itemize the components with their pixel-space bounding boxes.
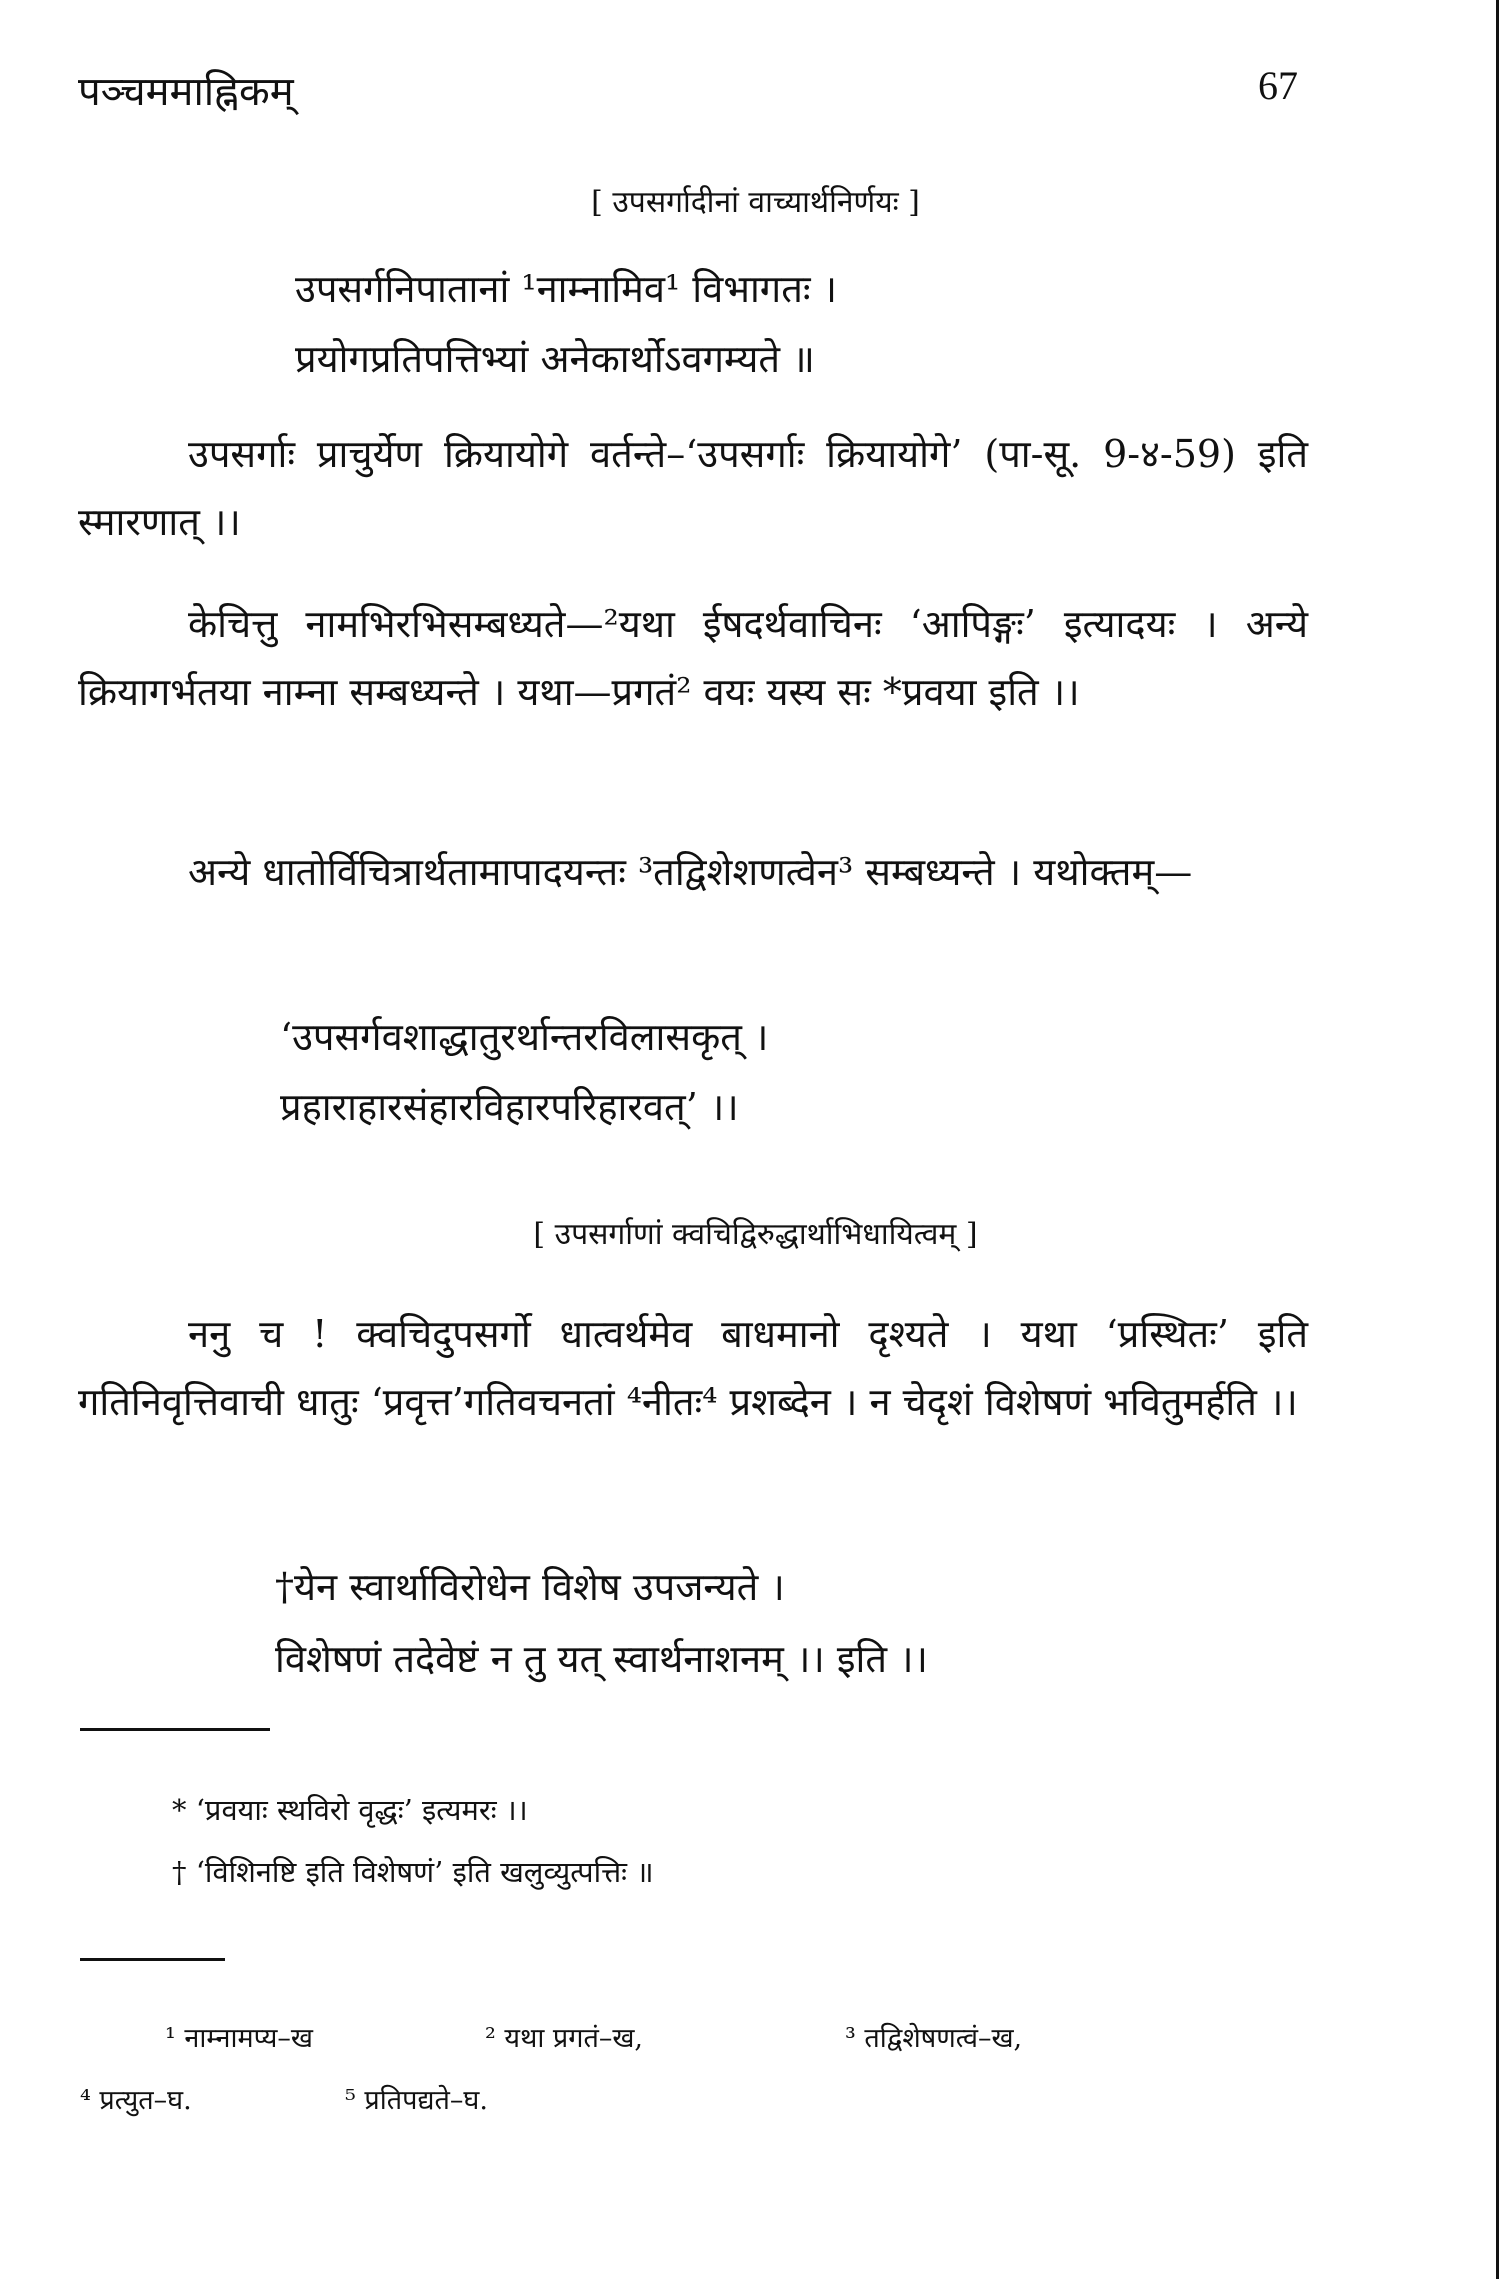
verse-2-line-2: प्रहाराहारसंहारविहारपरिहारवत्’ ।। bbox=[280, 1085, 739, 1129]
variant-reading-3: ³ तद्विशेषणत्वं–ख, bbox=[845, 2023, 1023, 2054]
variant-reading-5: ⁵ प्रतिपद्यते–घ. bbox=[345, 2085, 488, 2116]
paragraph-3: अन्ये धातोर्विचित्रार्थतामापादयन्तः ³तद्विशेशणत्वेन³ सम्बध्यन्ते । यथोक्तम्— bbox=[188, 850, 1193, 894]
footnote-rule bbox=[80, 1728, 270, 1731]
page-edge-line bbox=[1496, 0, 1499, 2279]
running-title: पञ्चममाह्निकम् bbox=[78, 69, 294, 115]
footnote-star: * ‘प्रवयाः स्थविरो वृद्धः’ इत्यमरः ।। bbox=[172, 1793, 528, 1827]
verse-1-line-2: प्रयोगप्रतिपत्तिभ्यां अनेकार्थोऽवगम्यते ॥ bbox=[295, 337, 815, 381]
variants-rule bbox=[80, 1958, 225, 1961]
variant-reading-2: ² यथा प्रगतं–ख, bbox=[485, 2023, 644, 2054]
section-heading-2: [ उपसर्गाणां क्वचिद्विरुद्धार्थाभिधायित्वम् ] bbox=[533, 1217, 978, 1252]
verse-2-line-1: ‘उपसर्गवशाद्धातुरर्थान्तरविलासकृत् । bbox=[280, 1015, 769, 1059]
paragraph-2: केचित्तु नामभिरभिसम्बध्यते—²यथा ईषदर्थवाचिनः ‘आपिङ्गः’ इत्यादयः । अन्ये क्रियागर्भतया नाम्ना सम्बध्यन्ते । यथा—प्रगतं² वयः यस्य सः *प्रवया इति ।। bbox=[78, 602, 1308, 714]
paragraph-4: ननु च ! क्वचिदुपसर्गो धात्वर्थमेव बाधमानो दृश्यते । यथा ‘प्रस्थितः’ इति गतिनिवृत्तिवाची धातुः ‘प्रवृत्त’गतिवचनतां ⁴नीतः⁴ प्रशब्देन । न चेदृशं विशेषणं भवितुमर्हति ।। bbox=[78, 1312, 1308, 1424]
verse-3-line-2: विशेषणं तदेवेष्टं न तु यत् स्वार्थनाशनम् ।। इति ।। bbox=[275, 1637, 928, 1681]
variant-reading-4: ⁴ प्रत्युत–घ. bbox=[80, 2085, 192, 2116]
paragraph-1: उपसर्गाः प्राचुर्येण क्रियायोगे वर्तन्ते–‘उपसर्गाः क्रियायोगे’ (पा-सू. 9-४-59) इति स्मारणात् ।। bbox=[78, 432, 1308, 544]
section-heading-1: [ उपसर्गादीनां वाच्यार्थनिर्णयः ] bbox=[591, 185, 920, 220]
footnote-dagger: † ‘विशिनष्टि इति विशेषणं’ इति खलुव्युत्पत्तिः ॥ bbox=[172, 1855, 654, 1889]
verse-1-line-1: उपसर्गनिपातानां ¹नाम्नामिव¹ विभागतः । bbox=[295, 267, 838, 311]
variant-reading-1: ¹ नाम्नामप्य–ख bbox=[165, 2023, 313, 2054]
verse-3-line-1: †येन स्वार्थाविरोधेन विशेष उपजन्यते । bbox=[275, 1565, 785, 1609]
page-number: 67 bbox=[1258, 63, 1298, 108]
